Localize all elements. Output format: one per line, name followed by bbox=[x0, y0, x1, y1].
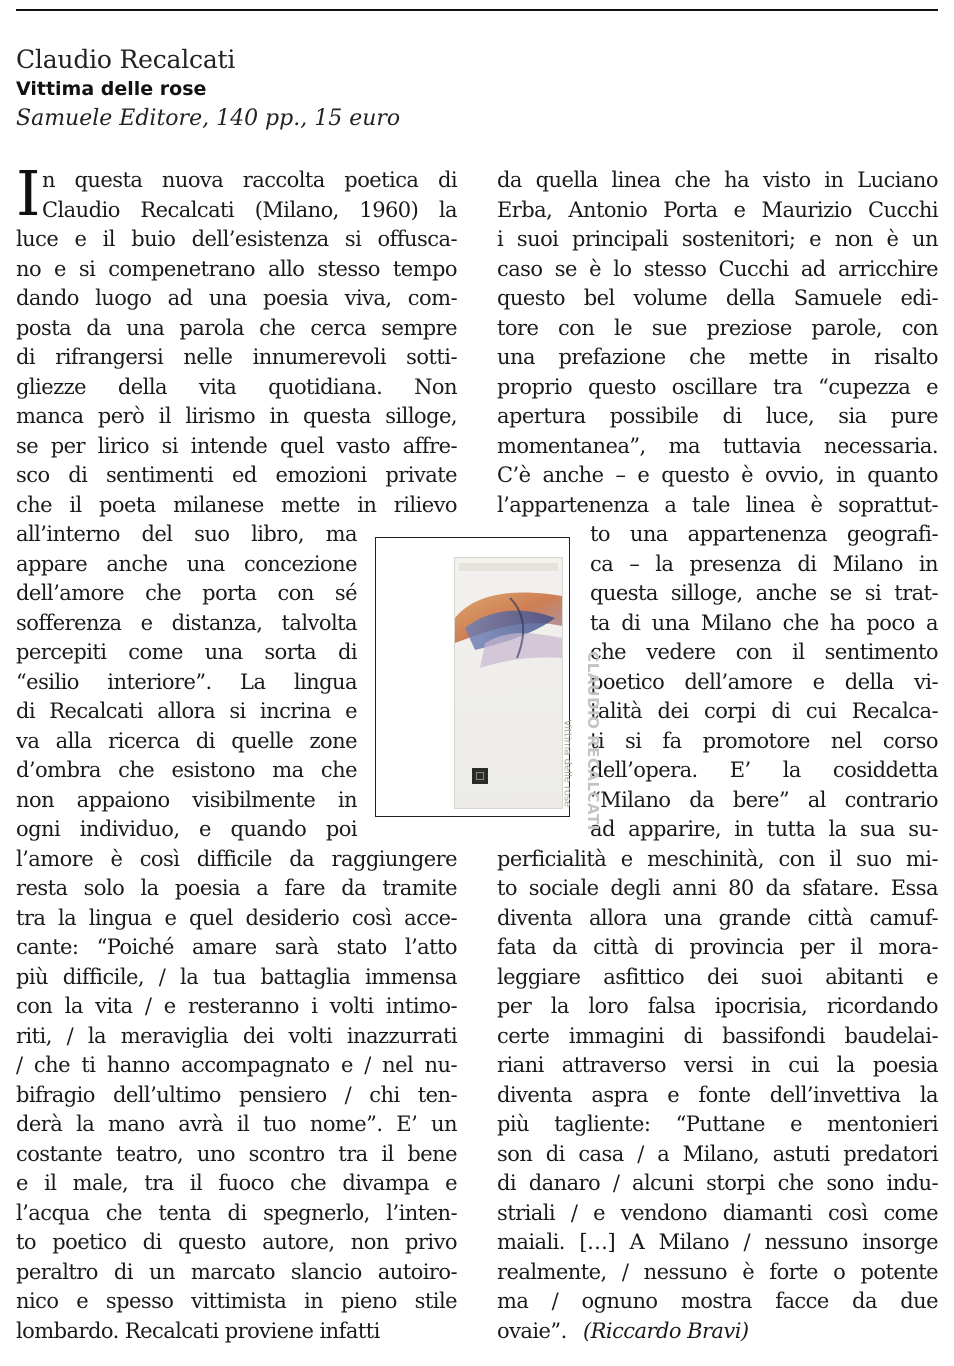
body-line: realmente, / nessuno è forte o potente bbox=[497, 1259, 938, 1284]
body-line: l’amore è così difficile da raggiungere bbox=[16, 846, 457, 871]
body-line: no e si compenetrano allo stesso tempo bbox=[16, 256, 457, 281]
body-line: / che ti hanno accompagnato e / nel nu- bbox=[16, 1053, 457, 1077]
book-title: Vittima delle rose bbox=[16, 78, 207, 100]
body-line: n questa nuova raccolta poetica di bbox=[42, 168, 457, 192]
body-line: dando luogo ad una poesia viva, com- bbox=[16, 286, 457, 310]
body-line: caso se è lo stesso Cucchi ad arricchire bbox=[497, 256, 938, 281]
body-line: di danaro / alcuni storpi che sono indu- bbox=[497, 1171, 938, 1195]
body-line: l’appartenenza a tale linea è soprattut- bbox=[497, 492, 938, 517]
cover-artwork bbox=[455, 588, 562, 673]
body-line: di rifrangersi nelle innumerevoli sotti- bbox=[16, 345, 457, 369]
body-line: questa silloge, anche se si trat- bbox=[590, 581, 938, 605]
body-line: più difficile, / la tua battaglia immensa bbox=[16, 964, 457, 989]
body-line: derà la mano avrà il tuo nome”. E’ un bbox=[16, 1112, 457, 1136]
body-line: lombardo. Recalcati proviene infatti bbox=[16, 1318, 380, 1343]
body-line: luce e il buio dell’esistenza si offusca- bbox=[16, 227, 457, 251]
body-line: percepiti come una sorta di bbox=[16, 640, 357, 664]
body-line: poetico dell’amore e della vi- bbox=[590, 669, 938, 694]
body-line: una prefazione che mette in risalto bbox=[497, 345, 938, 369]
body-line: proprio questo oscillare tra “cupezza e bbox=[497, 374, 938, 399]
body-line: cante: “Poiché amare sarà stato l’atto bbox=[16, 935, 457, 959]
cover-author-text: CLAUDIO RECALCATI bbox=[583, 651, 602, 831]
body-line: con la vita / e resteranno i volti intimo- bbox=[16, 994, 457, 1018]
body-line: all’interno del suo libro, ma bbox=[16, 522, 357, 546]
body-line: gliezze della vita quotidiana. Non bbox=[16, 374, 457, 399]
book-cover-image bbox=[455, 558, 602, 831]
body-line: sco di sentimenti ed emozioni private bbox=[16, 463, 457, 487]
body-line: riti, / la meraviglia dei volti inazzurrati bbox=[16, 1023, 457, 1048]
body-line: da quella linea che ha visto in Luciano bbox=[497, 168, 938, 192]
body-line: l’acqua che tenta di spegnerlo, l’inten- bbox=[16, 1200, 457, 1225]
body-line: se per lirico si intende quel vasto affre- bbox=[16, 433, 457, 458]
body-line: riani attraverso versi in cui la poesia bbox=[497, 1053, 938, 1077]
top-rule bbox=[16, 9, 938, 11]
body-line: perficialità e meschinità, con il suo mi- bbox=[497, 846, 938, 871]
body-line: diventa aspra e fonte dell’invettiva la bbox=[497, 1082, 938, 1107]
body-line: fata da città di provincia per il mora- bbox=[497, 935, 938, 959]
body-line: ovaie”. bbox=[497, 1318, 567, 1343]
cover-band bbox=[459, 563, 558, 571]
body-line: ogni individuo, e quando poi bbox=[16, 817, 357, 841]
body-line: C’è anche – e questo è ovvio, in quanto bbox=[497, 463, 938, 487]
body-line: ta di una Milano che ha poco a bbox=[590, 610, 938, 635]
body-line: ad apparire, in tutta la sua su- bbox=[590, 817, 938, 841]
drop-cap: I bbox=[16, 157, 41, 230]
body-line: d’ombra che esistono ma che bbox=[16, 758, 357, 782]
body-line: tra la lingua e quel desiderio così acce- bbox=[16, 905, 457, 930]
body-line: apertura possibile di luce, sia pure bbox=[497, 404, 938, 428]
body-line: per la loro falsa ipocrisia, ricordando bbox=[497, 994, 938, 1018]
body-line: non appaiono visibilmente in bbox=[16, 787, 357, 812]
body-line: dell’amore che porta con sé bbox=[16, 581, 357, 605]
body-line: va alla ricerca di quelle zone bbox=[16, 728, 357, 753]
body-line: resta solo la poesia a fare da tramite bbox=[16, 876, 457, 900]
body-line: certe immagini di bassifondi baudelai- bbox=[497, 1023, 938, 1048]
body-line: peraltro di un marcato slancio autoiro- bbox=[16, 1259, 457, 1284]
body-line: manca però il lirismo in questa silloge, bbox=[16, 404, 457, 428]
book-publisher: Samuele Editore, 140 pp., 15 euro bbox=[16, 106, 401, 131]
body-line: dell’opera. E’ la cosiddetta bbox=[590, 758, 938, 782]
body-line: to una appartenenza geografi- bbox=[590, 522, 938, 546]
body-line: i suoi principali sostenitori; e non è un bbox=[497, 227, 938, 251]
body-line: ca – la presenza di Milano in bbox=[590, 551, 938, 576]
byline: (Riccardo Bravi) bbox=[583, 1318, 749, 1343]
body-line: che il poeta milanese mette in rilievo bbox=[16, 492, 457, 517]
body-line: Erba, Antonio Porta e Maurizio Cucchi bbox=[497, 197, 938, 222]
body-line: striali / e vendono diamanti così come bbox=[497, 1200, 938, 1225]
body-line: momentanea”, ma tuttavia necessaria. bbox=[497, 433, 938, 458]
body-line: to sociale degli anni 80 da sfatare. Essa bbox=[497, 876, 938, 900]
body-line: son di casa / a Milano, astuti predatori bbox=[497, 1141, 938, 1166]
body-line: to poetico di questo autore, non privo bbox=[16, 1230, 457, 1254]
body-line: di Recalcati allora si incrina e bbox=[16, 699, 357, 723]
body-line: che vedere con il sentimento bbox=[590, 640, 938, 664]
body-line: talità dei corpi di cui Recalca- bbox=[590, 699, 938, 723]
body-line: ti si fa promotore nel corso bbox=[590, 728, 938, 753]
body-line: leggiare asfittico dei suoi abitanti e bbox=[497, 964, 938, 989]
body-line: diventa allora una grande città camuf- bbox=[497, 905, 938, 930]
body-line: tore con le sue preziose parole, con bbox=[497, 315, 938, 340]
body-line: costante teatro, uno scontro tra il bene bbox=[16, 1141, 457, 1166]
publisher-logo-icon bbox=[472, 768, 488, 784]
body-line: questo bel volume della Samuele edi- bbox=[497, 286, 938, 310]
body-line: e il male, tra il fuoco che divampa e bbox=[16, 1171, 457, 1195]
body-line: ma / ognuno mostra facce da due bbox=[497, 1289, 938, 1313]
body-line: più tagliente: “Puttane e mentonieri bbox=[497, 1112, 938, 1136]
book-author: Claudio Recalcati bbox=[16, 45, 236, 74]
cover-subtitle-text: Vittima delle rose bbox=[561, 719, 573, 808]
body-line: posta da una parola che cerca sempre bbox=[16, 315, 457, 340]
body-line: Claudio Recalcati (Milano, 1960) la bbox=[42, 197, 457, 222]
body-line: appare anche una concezione bbox=[16, 551, 357, 576]
body-line: maiali. […] A Milano / nessuno insorge bbox=[497, 1230, 938, 1254]
body-line: nico e spesso vittimista in pieno stile bbox=[16, 1289, 457, 1313]
body-line: sofferenza e distanza, talvolta bbox=[16, 610, 357, 635]
body-line: “esilio interiore”. La lingua bbox=[16, 669, 357, 694]
body-line: bifragio dell’ultimo pensiero / chi ten- bbox=[16, 1082, 457, 1107]
body-line: “Milano da bere” al contrario bbox=[590, 787, 938, 812]
